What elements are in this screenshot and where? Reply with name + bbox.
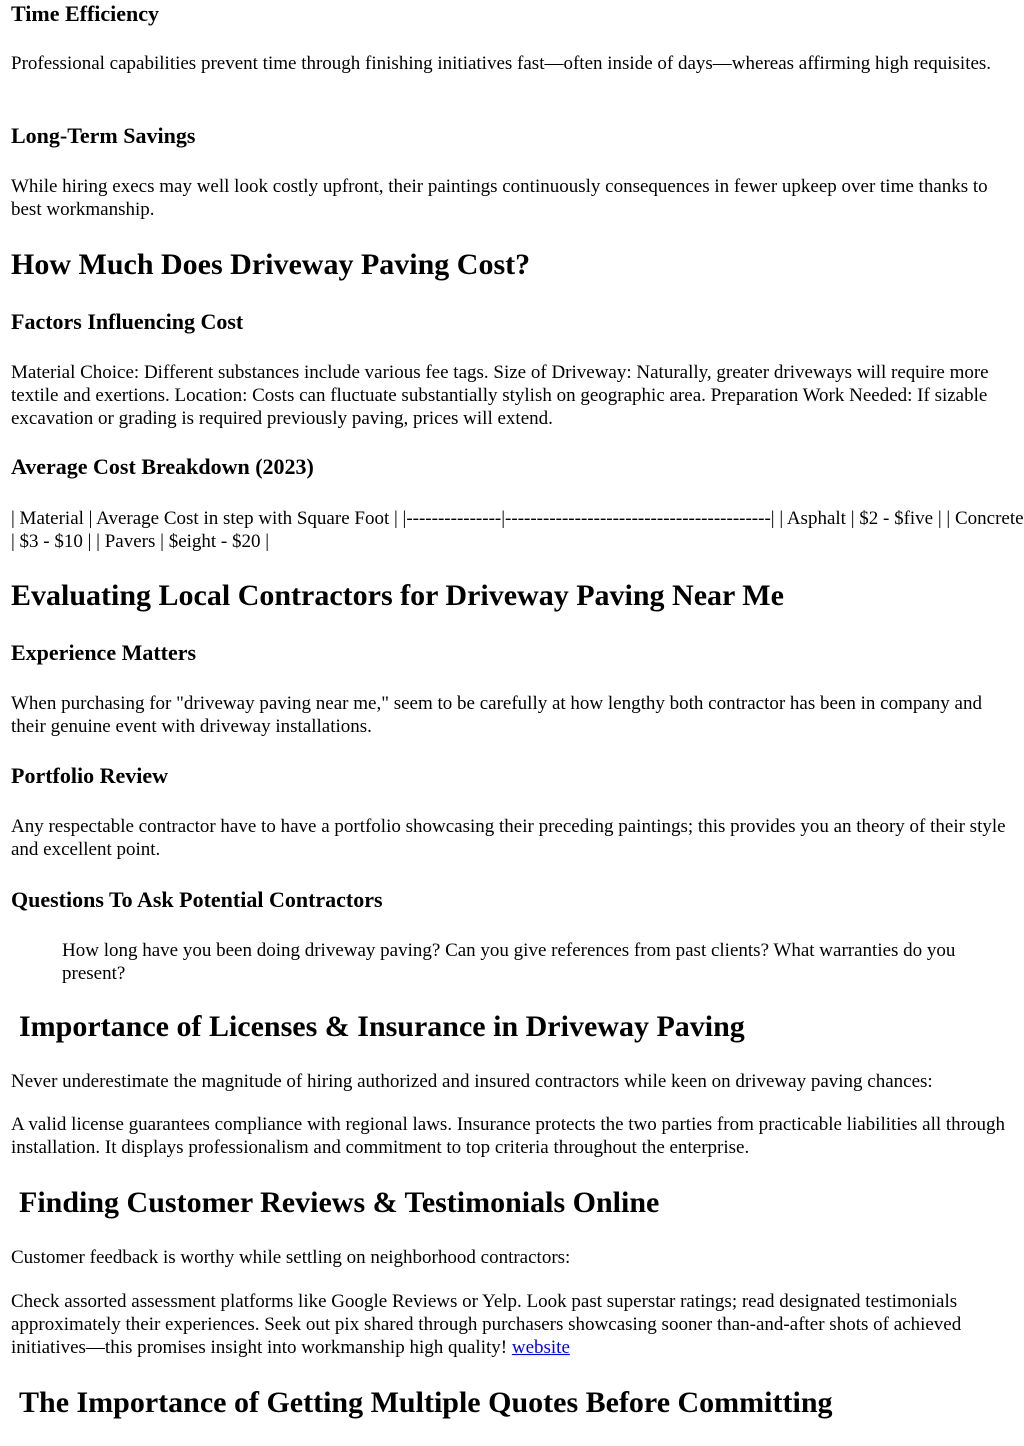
licenses-heading: Importance of Licenses & Insurance in Driveway Paving (19, 1010, 745, 1043)
evaluating-contractors-heading: Evaluating Local Contractors for Driveway Paving Near Me (11, 579, 784, 612)
questions-blockquote: How long have you been doing driveway paving? Can you give references from past clients? What warranties do you present? (62, 940, 956, 985)
reviews-paragraph-text: Check assorted assessment platforms like Google Reviews or Yelp. Look past superstar ratings; read designated testimonials approximately their experiences. Seek out pix shared through purchasers showcasing sooner than-and-after shots of achieved initiatives—this promises insight into workmanship high quality! (11, 1291, 962, 1359)
factors-paragraph: Material Choice: Different substances include various fee tags. Size of Driveway: Naturally, greater driveways will require more textile and exertions. Location: Costs can fluctuate substantially stylish on geographic area. Preparation Work Needed: If sizable excavation or grading is required previously paving, prices will extend. (11, 362, 989, 430)
questions-heading: Questions To Ask Potential Contractors (11, 887, 383, 912)
cost-breakdown-heading: Average Cost Breakdown (2023) (11, 454, 314, 479)
experience-heading: Experience Matters (11, 640, 197, 665)
multiple-quotes-heading: The Importance of Getting Multiple Quotes Before Committing (19, 1386, 833, 1419)
cost-breakdown-table-text: | Material | Average Cost in step with Square Foot | |---------------|------------------------------------------| | Asphalt | $2 - $five | | Concrete | $3 - $10 | | Pavers | $eight - $20 | (11, 508, 1024, 553)
time-efficiency-paragraph: Professional capabilities prevent time through finishing initiatives fast—often inside of days—whereas affirming high requisites. (11, 53, 992, 74)
long-term-savings-heading: Long-Term Savings (11, 123, 196, 148)
paving-cost-heading: How Much Does Driveway Paving Cost? (11, 248, 531, 281)
reviews-intro: Customer feedback is worthy while settling on neighborhood contractors: (11, 1247, 571, 1268)
reviews-paragraph (11, 1290, 1016, 1360)
portfolio-paragraph: Any respectable contractor have to have a portfolio showcasing their preceding paintings; this provides you an theory of their style and excellent point. (11, 816, 1006, 861)
licenses-intro: Never underestimate the magnitude of hiring authorized and insured contractors while keen on driveway paving chances: (11, 1071, 933, 1092)
time-efficiency-heading: Time Efficiency (11, 1, 160, 26)
factors-heading: Factors Influencing Cost (11, 309, 244, 334)
portfolio-heading: Portfolio Review (11, 763, 168, 788)
website-link[interactable]: website (511, 1337, 570, 1359)
licenses-paragraph: A valid license guarantees compliance with regional laws. Insurance protects the two parties from practicable liabilities all through installation. It displays professionalism and commitment to top criteria throughout the enterprise. (11, 1114, 1005, 1159)
long-term-savings-paragraph: While hiring execs may well look costly upfront, their paintings continuously consequences in fewer upkeep over time thanks to best workmanship. (11, 176, 988, 221)
reviews-heading: Finding Customer Reviews & Testimonials Online (19, 1186, 660, 1219)
experience-paragraph: When purchasing for "driveway paving near me," seem to be carefully at how lengthy both contractor has been in company and their genuine event with driveway installations. (11, 693, 982, 738)
